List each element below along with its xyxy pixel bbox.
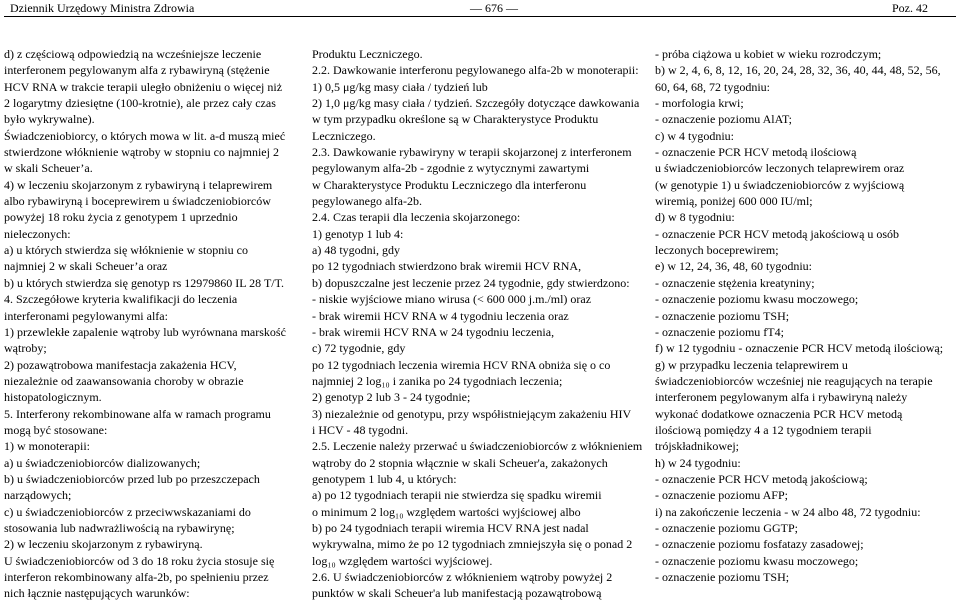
text-line: interferonem pegylowanym alfa z rybawiryną (stężenie: [4, 63, 270, 78]
text-line: - oznaczenie poziomu GGTP;: [655, 520, 798, 535]
text-line: 60, 64, 68, 72 tygodniu:: [655, 79, 771, 94]
text-line: 2) genotyp 2 lub 3 - 24 tygodnie;: [312, 390, 471, 405]
text-line: Świadczeniobiorcy, o których mowa w lit. a-d muszą mieć: [4, 128, 286, 143]
text-line: Produktu Leczniczego.: [312, 47, 423, 61]
text-line: - brak wiremii HCV RNA w 4 tygodniu leczenia oraz: [312, 308, 569, 323]
text-line: 1) 0,5 μg/kg masy ciała / tydzień lub: [312, 79, 488, 94]
text-line: i HCV - 48 tygodni.: [312, 422, 409, 437]
text-line: c) u świadczeniobiorców z przeciwwskazaniami do: [4, 504, 251, 519]
text-line: i) na zakończenie leczenia - w 24 albo 48, 72 tygodniu:: [655, 504, 921, 519]
text-line: 1) w monoterapii:: [4, 439, 90, 454]
text-column-left: [4, 46, 300, 602]
text-line: interferonami pegylowanymi alfa:: [4, 308, 168, 323]
text-line: albo rybawiryną i boceprewirem u świadczeniobiorców: [4, 194, 271, 209]
text-line: ilościową pomiędzy 4 a 12 tygodniem terapii: [655, 422, 872, 437]
text-line: b) dopuszczalne jest leczenie przez 24 tygodnie, gdy stwierdzono:: [312, 275, 630, 290]
text-line: a) 48 tygodni, gdy: [312, 243, 400, 258]
text-line: punktów w skali Scheuer'a lub manifestacją pozawątrobową: [312, 586, 602, 601]
text-line: niezależnie od zaawansowania choroby w obrazie: [4, 373, 244, 388]
text-line: 4. Szczegółowe kryteria kwalifikacji do leczenia: [4, 292, 238, 307]
text-line: b) po 24 tygodniach terapii wiremia HCV RNA jest nadal: [312, 520, 589, 535]
text-line: świadczeniobiorców wcześniej nie reagujących na terapie: [655, 373, 933, 388]
text-line: 1) genotyp 1 lub 4:: [312, 226, 404, 241]
text-line: - oznaczenie PCR HCV metodą ilościową: [655, 145, 857, 160]
page-number: — 676 —: [470, 1, 518, 15]
text-line: 2.4. Czas terapii dla leczenia skojarzonego:: [312, 210, 521, 225]
text-line: f) w 12 tygodniu - oznaczenie PCR HCV metodą ilościową;: [655, 341, 944, 356]
text-line: c) 72 tygodnie, gdy: [312, 341, 406, 356]
text-line: - oznaczenie poziomu kwasu moczowego;: [655, 553, 859, 568]
text-line: mogą być stosowane:: [4, 422, 108, 437]
text-line: wątroby;: [4, 341, 47, 356]
text-line: 1) przewlekłe zapalenie wątroby lub wyrównana marskość: [4, 324, 286, 339]
text-line: pegylowanego alfa-2b.: [312, 194, 422, 209]
journal-title: Dziennik Urzędowy Ministra Zdrowia: [10, 1, 195, 15]
text-line: 2) w leczeniu skojarzonym z rybawiryną.: [4, 537, 203, 552]
text-line: najmniej 2 log₁₀ i zanika po 24 tygodniach leczenia;: [312, 373, 563, 388]
text-line: - oznaczenie PCR HCV metodą jakościową;: [655, 471, 868, 486]
text-line: powyżej 18 roku życia z genotypem 1 uprzednio: [4, 210, 238, 225]
text-line: wykonać dodatkowe oznaczenia PCR HCV metodą: [655, 406, 903, 421]
text-line: w tym przypadku określone są w Charakterystyce Produktu: [312, 112, 599, 127]
text-line: stosowania lub nadwrażliwością na rybawirynę;: [4, 520, 235, 535]
text-line: trójskładnikowej;: [655, 439, 739, 454]
text-line: - oznaczenie poziomu TSH;: [655, 308, 790, 323]
text-line: 2) pozawątrobowa manifestacja zakażenia HCV,: [4, 357, 237, 372]
text-line: 4) w leczeniu skojarzonym z rybawiryną i telaprewirem: [4, 177, 273, 192]
text-line: a) u świadczeniobiorców dializowanych;: [4, 455, 201, 470]
text-line: o minimum 2 log₁₀ względem wartości wyjściowej albo: [312, 504, 581, 519]
text-line: a) u których stwierdza się włóknienie w stopniu co: [4, 243, 248, 258]
page-header: [4, 0, 956, 18]
text-line: - próba ciążowa u kobiet w wieku rozrodczym;: [655, 47, 882, 61]
text-column-right: [655, 46, 958, 602]
text-line: wątroby do 2 stopnia włącznie w skali Scheuer'a, zakażonych: [312, 455, 608, 470]
text-line: b) w 2, 4, 6, 8, 12, 16, 20, 24, 28, 32, 36, 40, 44, 48, 52, 56,: [655, 63, 941, 78]
text-line: po 12 tygodniach leczenia wiremia HCV RNA obniża się o co: [312, 357, 611, 372]
text-line: Leczniczego.: [312, 128, 376, 143]
text-line: h) w 24 tygodniu:: [655, 455, 741, 470]
text-line: b) u których stwierdza się genotyp rs 12979860 IL 28 T/T.: [4, 275, 285, 290]
text-line: c) w 4 tygodniu:: [655, 128, 734, 143]
text-line: - oznaczenie poziomu kwasu moczowego;: [655, 292, 859, 307]
text-line: log₁₀ względem wartości wyjściowej.: [312, 553, 493, 568]
text-line: e) w 12, 24, 36, 48, 60 tygodniu:: [655, 259, 812, 274]
text-line: - oznaczenie poziomu fosfatazy zasadowej;: [655, 537, 864, 552]
text-line: 2.6. U świadczeniobiorców z włóknieniem wątroby powyżej 2: [312, 570, 613, 584]
text-line: interferon rekombinowany alfa-2b, po spełnieniu przez: [4, 570, 269, 584]
text-line: 2.2. Dawkowanie interferonu pegylowanego alfa-2b w monoterapii:: [312, 63, 639, 78]
text-line: a) po 12 tygodniach terapii nie stwierdza się spadku wiremii: [312, 488, 602, 503]
text-line: interferonem pegylowanym alfa i rybawiryną należy: [655, 390, 908, 405]
text-line: narządowych;: [4, 488, 72, 503]
text-line: 3) niezależnie od genotypu, przy współistniejącym zakażeniu HIV: [312, 406, 632, 421]
text-line: po 12 tygodniach stwierdzono brak wiremii HCV RNA,: [312, 259, 582, 274]
text-line: 2.5. Leczenie należy przerwać u świadczeniobiorców z włóknieniem: [312, 439, 642, 454]
text-line: - oznaczenie poziomu fT4;: [655, 324, 784, 339]
text-line: leczonych boceprewirem;: [655, 243, 779, 258]
text-line: nich łącznie następujących warunków:: [4, 586, 190, 601]
text-line: d) z częściową odpowiedzią na wcześniejsze leczenie: [4, 47, 262, 61]
text-line: nieleczonych:: [4, 226, 71, 241]
text-line: HCV RNA w trakcie terapii uległo obniżeniu o więcej niż: [4, 79, 283, 94]
text-line: - oznaczenie PCR HCV metodą jakościową u osób: [655, 226, 900, 241]
text-line: było wykrywalne).: [4, 112, 95, 127]
header-divider: [4, 16, 956, 17]
text-line: u świadczeniobiorców leczonych telaprewirem oraz: [655, 161, 905, 176]
text-line: - brak wiremii HCV RNA w 24 tygodniu leczenia,: [312, 324, 555, 339]
text-line: stwierdzone włóknienie wątroby w stopniu co najmniej 2: [4, 145, 279, 160]
text-line: - oznaczenie poziomu AlAT;: [655, 112, 792, 127]
text-line: b) u świadczeniobiorców przed lub po przeszczepach: [4, 471, 260, 486]
text-column-middle: [312, 46, 642, 602]
text-line: w Charakterystyce Produktu Leczniczego dla interferonu: [312, 177, 587, 192]
text-line: 2.3. Dawkowanie rybawiryny w terapii skojarzonej z interferonem: [312, 145, 632, 160]
text-line: g) w przypadku leczenia telaprewirem u: [655, 357, 848, 372]
text-line: - oznaczenie stężenia kreatyniny;: [655, 275, 815, 290]
position-number: Poz. 42: [892, 1, 928, 15]
text-line: - morfologia krwi;: [655, 96, 744, 111]
text-line: 2) 1,0 μg/kg masy ciała / tydzień. Szczegóły dotyczące dawkowania: [312, 96, 640, 111]
text-line: 2 logarytmy dziesiętne (100-krotnie), ale przez cały czas: [4, 96, 276, 111]
text-line: - oznaczenie poziomu AFP;: [655, 488, 788, 503]
text-line: najmniej 2 w skali Scheuer’a oraz: [4, 259, 168, 274]
text-line: (w genotypie 1) u świadczeniobiorców z wyjściową: [655, 177, 905, 192]
text-line: U świadczeniobiorców od 3 do 18 roku życia stosuje się: [4, 553, 275, 568]
text-line: - niskie wyjściowe miano wirusa (< 600 000 j.m./ml) oraz: [312, 292, 592, 307]
text-line: w skali Scheuer’a.: [4, 161, 93, 176]
text-line: genotypem 1 lub 4, u których:: [312, 471, 457, 486]
text-line: d) w 8 tygodniu:: [655, 210, 735, 225]
text-line: - oznaczenie poziomu TSH;: [655, 570, 790, 584]
text-line: pegylowanym alfa-2b - zgodnie z wytycznymi zawartymi: [312, 161, 590, 176]
text-line: wykrywalna, mimo że po 12 tygodniach zmniejszyła się o ponad 2: [312, 537, 633, 552]
text-line: wiremią, poniżej 600 000 IU/ml;: [655, 194, 813, 209]
text-line: histopatologicznym.: [4, 390, 102, 405]
text-line: 5. Interferony rekombinowane alfa w ramach programu: [4, 406, 271, 421]
